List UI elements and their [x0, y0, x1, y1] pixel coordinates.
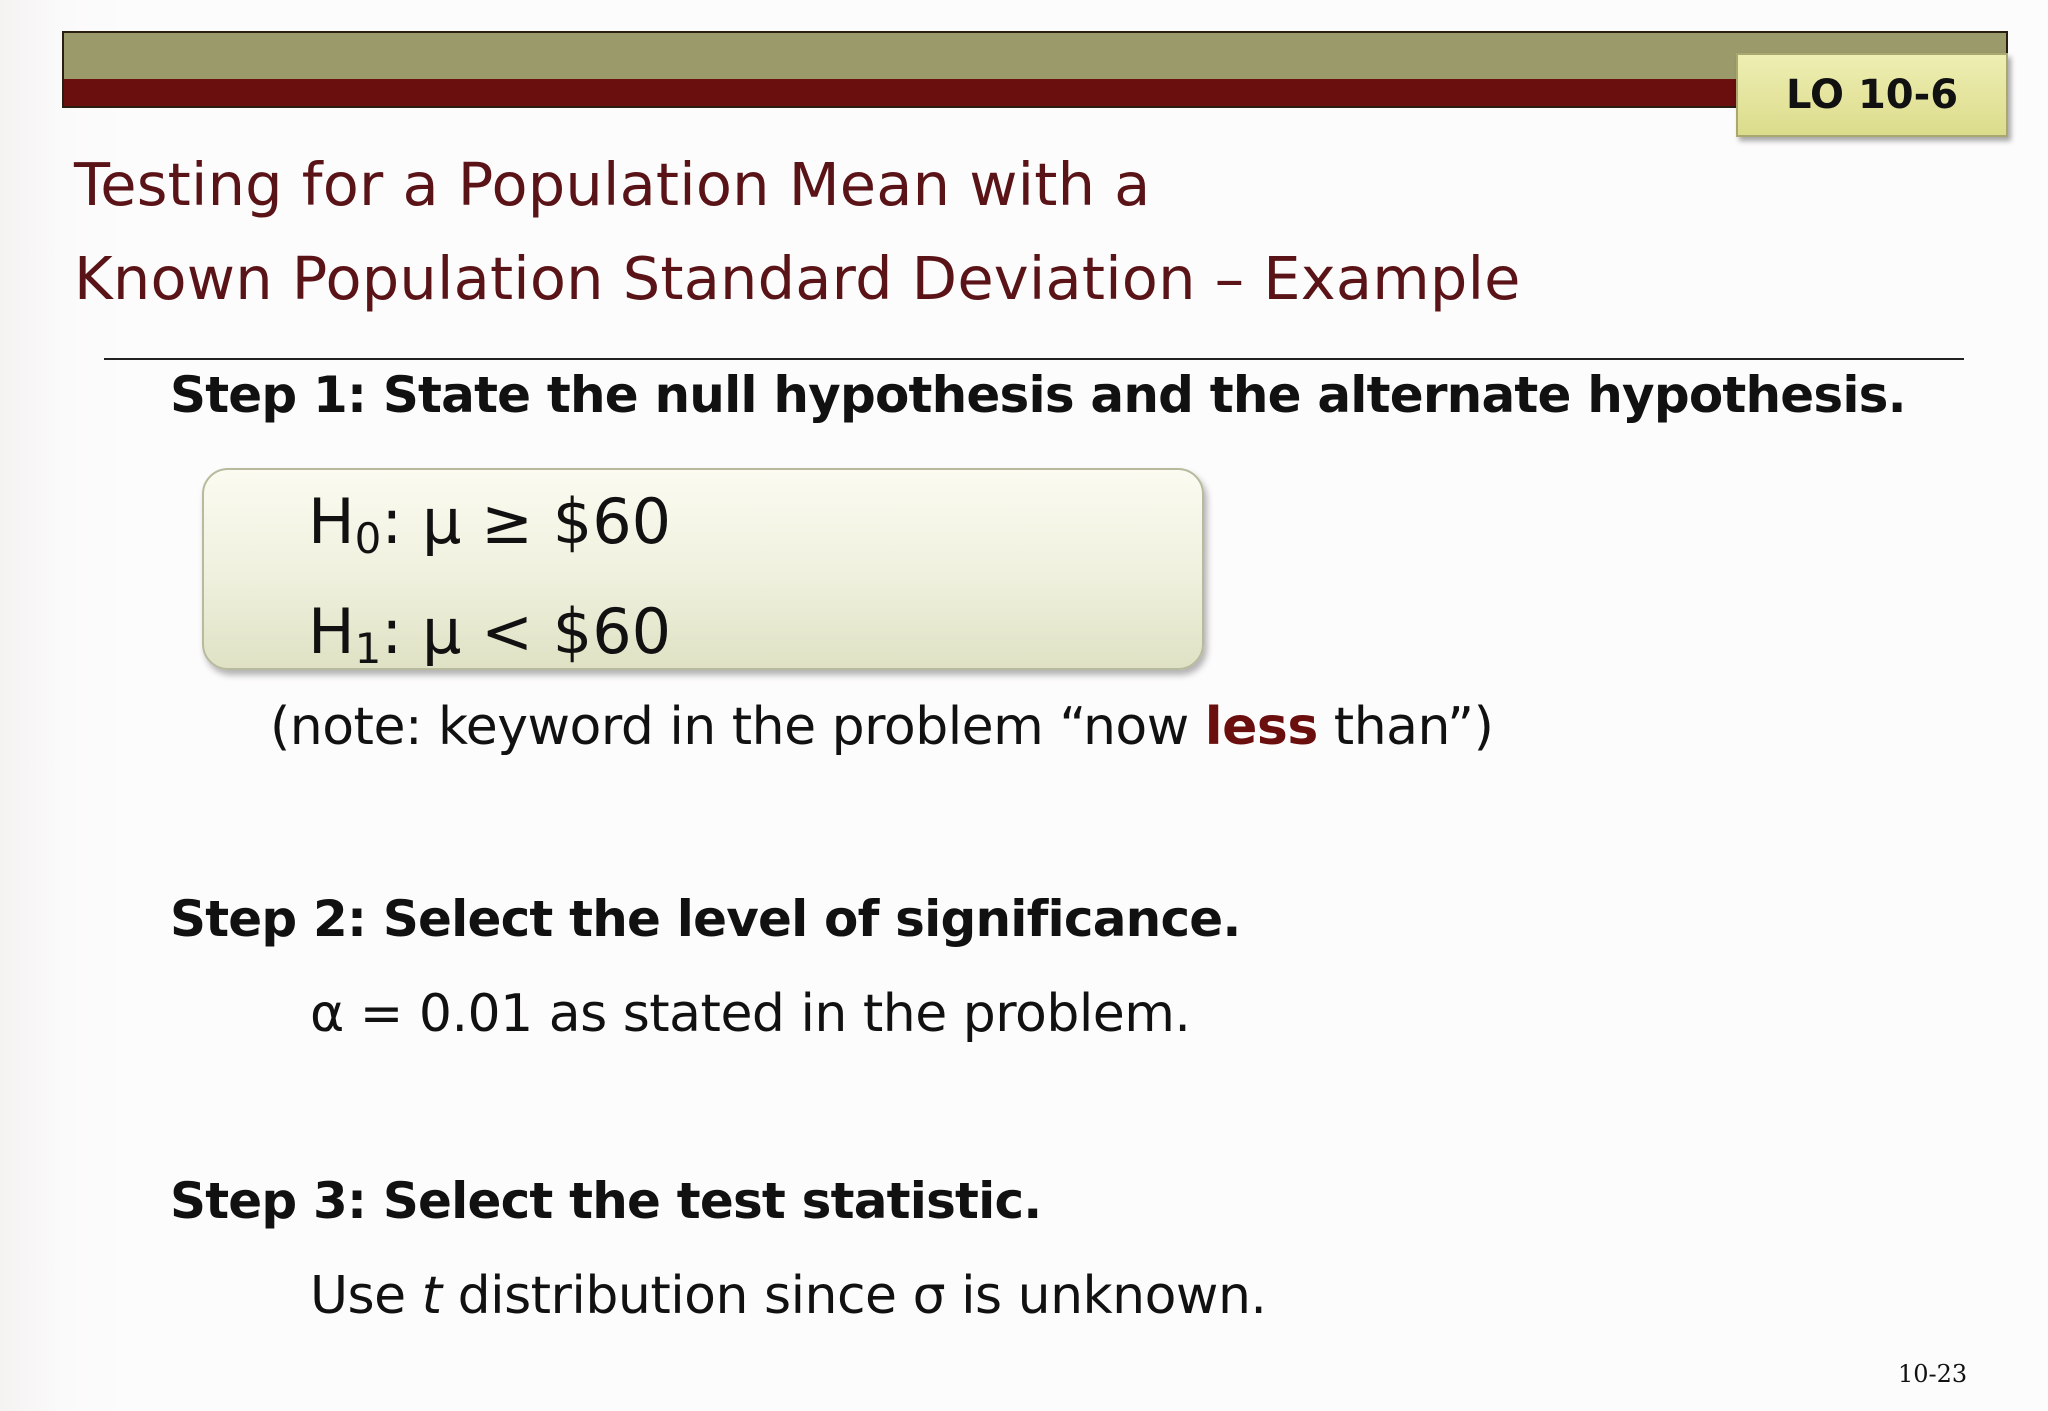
null-hypothesis-statement: : μ ≥ $60	[381, 485, 672, 558]
alternate-hypothesis-statement: : μ < $60	[381, 595, 672, 668]
banner-olive-stripe	[64, 33, 2006, 79]
null-hypothesis-subscript: 0	[354, 514, 382, 563]
page-number: 10-23	[1898, 1360, 1968, 1388]
keyword-note-prefix: (note: keyword in the problem “now	[270, 697, 1205, 757]
title-divider	[104, 358, 1964, 360]
alternate-hypothesis-subscript: 1	[354, 624, 382, 673]
null-hypothesis	[308, 485, 672, 563]
test-statistic-prefix: Use	[310, 1266, 422, 1326]
step-2-heading: Step 2: Select the level of significance.	[170, 890, 1241, 948]
test-statistic-suffix: distribution since σ is unknown.	[441, 1266, 1267, 1326]
alternate-hypothesis-symbol: H	[308, 595, 355, 668]
keyword-note-suffix: than”)	[1317, 697, 1494, 757]
learning-objective-badge: LO 10-6	[1736, 53, 2008, 137]
alternate-hypothesis	[308, 595, 672, 673]
keyword-highlight: less	[1204, 697, 1318, 757]
test-statistic-text	[310, 1266, 1266, 1326]
step-3-heading: Step 3: Select the test statistic.	[170, 1172, 1042, 1230]
significance-level-text: α = 0.01 as stated in the problem.	[310, 984, 1191, 1044]
slide-title-line-2: Known Population Standard Deviation – Example	[74, 244, 1521, 313]
null-hypothesis-symbol: H	[308, 485, 355, 558]
test-statistic-italic-t: t	[421, 1266, 442, 1326]
slide-title-line-1: Testing for a Population Mean with a	[74, 150, 1151, 219]
banner-maroon-stripe	[64, 79, 2006, 106]
slide-title	[74, 138, 1874, 326]
step-1-heading: Step 1: State the null hypothesis and the alternate hypothesis.	[170, 366, 1906, 424]
keyword-note	[270, 697, 1493, 757]
top-banner	[62, 31, 2008, 108]
